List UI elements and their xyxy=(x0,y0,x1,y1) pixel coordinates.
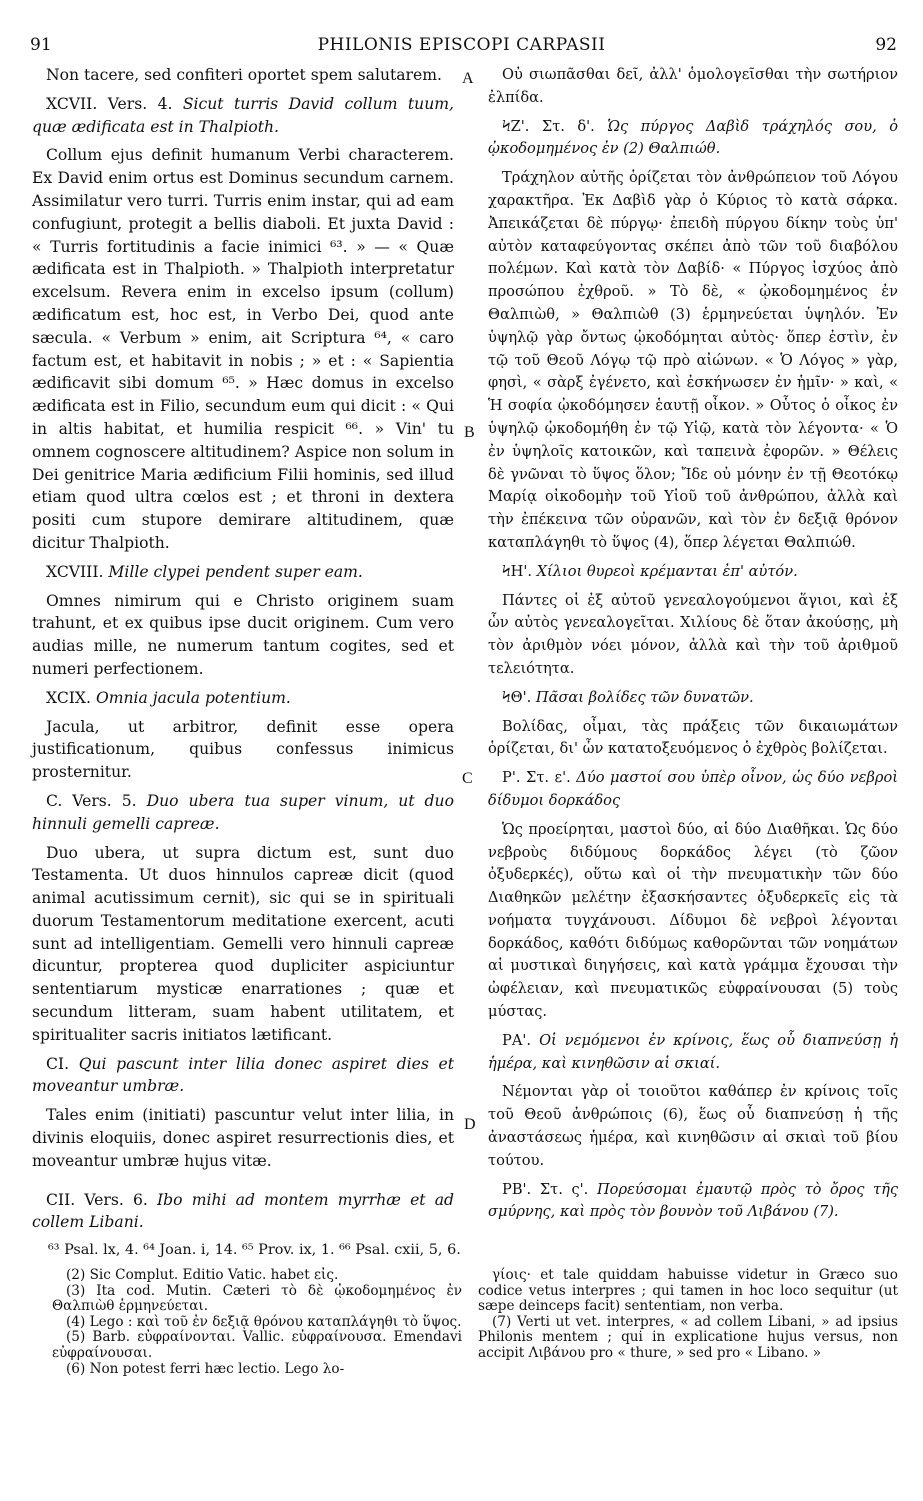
verse-number: CI. xyxy=(46,1054,79,1073)
verse-text: Δύο μαστοί σου ὑπὲρ οἶνον, ὡς δύο νεβροὶ δίδυμοι δορκάδος xyxy=(488,769,898,809)
verse-text: Πᾶσαι βολίδες τῶν δυνατῶν. xyxy=(535,688,754,706)
commentary-paragraph: Tales enim (initiati) pascuntur velut inter lilia, in divinis eloquiis, donec aspiret resurrectionis dies, et moveantur umbræ hujus vitæ. xyxy=(32,1106,454,1170)
footnote: (6) Non potest ferri hæc lectio. Lego λο- xyxy=(66,1360,345,1377)
verse-heading xyxy=(32,790,454,836)
verse-heading xyxy=(32,93,454,139)
commentary-paragraph: Non tacere, sed confiteri oportet spem salutarem. xyxy=(46,66,442,84)
commentary-paragraph: Ὡς προείρηται, μαστοὶ δύο, αἱ δύο Διαθῆκαι. Ὡς δύο νεβροὺς διδύμους δορκάδος λέγει (τὸ ζῶον ὀξυδερκές), οὕτω καὶ οἱ τὴν πνευματικὴν τῶν δύο Διαθηκῶν μελέτην ἐξασκήσαντες ὀξυδερκεῖς εἰς τὰ νοήματα τυγχάνουσι. Δίδυμοι δὲ νεβροὶ λέγονται δορκάδος, καθότι διδύμως καθορῶνται τῶν νοημάτων αἱ μυστικαὶ διηγήσεις, καὶ κατὰ γράμμα ἔχουσαι τὴν ὠφέλειαν, καὶ πνευματικῶς εὐφραίνουσαι (5) τοὺς μύστας. xyxy=(488,820,898,1021)
margin-letter-b: B xyxy=(464,424,475,441)
verse-heading xyxy=(488,116,898,162)
commentary-paragraph: Jacula, ut arbitror, definit esse opera justificationum, quibus confessus inimicus prosternitur. xyxy=(32,717,454,782)
commentary-paragraph: Οὐ σιωπᾶσθαι δεῖ, ἀλλ' ὁμολογεῖσθαι τὴν σωτήριον ἐλπίδα. xyxy=(488,66,898,106)
footnotes-left xyxy=(52,1268,462,1377)
verse-number: XCIX. xyxy=(46,688,96,707)
verse-number: CII. Vers. 6. xyxy=(46,1190,158,1209)
verse-text: Ibo mihi ad montem myrrhæ et ad collem Libani. xyxy=(32,1190,454,1232)
commentary-paragraph: Πάντες οἱ ἐξ αὐτοῦ γενεαλογούμενοι ἅγιοι, καὶ ἐξ ὧν αὐτὸς γενεαλογεῖται. Χιλίους δὲ ὅταν ἀκούσῃς, μὴ τὸν ἀριθμὸν νόει μόνον, ἀλλὰ καὶ τὴν τοῦ ἀριθμοῦ τελειότητα. xyxy=(488,591,898,677)
footnote: (4) Lego : καὶ τοῦ ἐν δεξιᾷ θρόνου καταπλάγηθι τὸ ὕψος. xyxy=(66,1313,462,1330)
verse-heading xyxy=(32,1053,454,1099)
verse-text: Οἱ νεμόμενοι ἐν κρίνοις, ἕως οὗ διαπνεύσῃ ἡ ἡμέρα, καὶ κινηθῶσιν αἱ σκιαί. xyxy=(488,1031,899,1072)
commentary-paragraph: Νέμονται γὰρ οἱ τοιοῦτοι καθάπερ ἐν κρίνοις τοῖς τοῦ Θεοῦ ἀνθρώποις (6), ἕως οὗ διαπνεύσῃ ἡ τῆς ἀναστάσεως ἡμέρα, καὶ κινηθῶσιν αἱ σκιαὶ τοῦ βίου τούτου. xyxy=(488,1083,898,1169)
verse-number: C. Vers. 5. xyxy=(46,791,147,810)
verse-heading xyxy=(32,1189,454,1235)
scripture-references: ⁶³ Psal. lx, 4. ⁶⁴ Joan. i, 14. ⁶⁵ Prov. ix, 1. ⁶⁶ Psal. cxii, 5, 6. xyxy=(48,1242,461,1258)
verse-heading xyxy=(488,1179,898,1225)
verse-number: Ρ'. Στ. ε'. xyxy=(502,769,577,787)
page-number-right: 92 xyxy=(875,35,897,55)
footnote: (7) Verti ut vet. interpres, « ad collem Libani, » ad ipsius Philonis mentem ; qui in explicatione hujus versus, non accipit Λιβάνου pro « thure, » sed pro « Libano. » xyxy=(478,1313,898,1361)
latin-column xyxy=(32,64,454,1234)
footnotes-right xyxy=(478,1268,898,1362)
verse-text: Omnia jacula potentium. xyxy=(95,688,291,707)
greek-column xyxy=(488,64,898,1224)
commentary-paragraph: Βολίδας, οἶμαι, τὰς πράξεις τῶν δικαιωμάτων ὁρίζεται, δι' ὧν κατατοξευόμενος ὁ ἐχθρὸς βολίζεται. xyxy=(488,717,898,758)
verse-text: Duo ubera tua super vinum, ut duo hinnuli gemelli capreæ. xyxy=(32,791,454,833)
commentary-paragraph: Duo ubera, ut supra dictum est, sunt duo Testamenta. Ut duos hinnulos capreæ dicit (quod animal acutissimum cernit), sic qui se in spirituali duorum Testamentorum meditatione exercent, acuti sunt ad intelligentiam. Gemelli vero hinnuli capreæ dicuntur, propterea quod dupliciter aspiciuntur sententiarum mysticæ enarrationes ; quæ et secundum litteram, suam habent utilitatem, et spiritualiter sacris initiatos lætificant. xyxy=(32,843,454,1044)
verse-text: Mille clypei pendent super eam. xyxy=(108,562,363,581)
verse-number: ϞΗ'. xyxy=(502,562,537,580)
verse-heading xyxy=(488,687,898,710)
verse-text: Qui pascunt inter lilia donec aspiret dies et moveantur umbræ. xyxy=(32,1054,454,1096)
commentary-paragraph: Omnes nimirum qui e Christo originem suam trahunt, et ex quibus ipse ducit originem. Cum vero audias mille, ne numerum tantum cogites, sed et numeri perfectionem. xyxy=(32,591,454,678)
footnote: (2) Sic Complut. Editio Vatic. habet εἰς. xyxy=(66,1267,339,1283)
verse-heading xyxy=(488,561,898,584)
commentary-paragraph: Collum ejus definit humanum Verbi characterem. Ex David enim ortus est Dominus secundum carnem. Assimilatur vero turri. Turris enim instar, qui ad eam confugiunt, protegit a bellis diaboli. Et juxta David : « Turris fortitudinis a facie inimici ⁶³. » — « Quæ ædificata est in Thalpioth. » Thalpioth interpretatur excelsum. Revera enim in excelso ipsum (collum) ædificatum est, hoc est, in Verbo Dei, quod ante sæcula. « Verbum » enim, ait Scriptura ⁶⁴, « caro factum est, et habitavit in nobis ; » et : « Sapientia ædificavit sibi domum ⁶⁵. » Hæc domus in excelso ædificata est in Filio, secundum eum qui dicit : « Qui in altis habitat, et humilia respicit ⁶⁶. » Vin' tu omnem cognoscere altitudinem? Aspice non solum in Dei genitrice Maria ædificium Filii hominis, sed illud etiam quod ultra cœlos est ; et throni in dextera positi cum stupore demirare altitudinem, quæ dicitur Thalpioth. xyxy=(32,146,454,552)
verse-text: Χίλιοι θυρεοὶ κρέμανται ἐπ' αὐτόν. xyxy=(536,562,798,580)
margin-letter-a: A xyxy=(462,70,474,87)
verse-text: Sicut turris David collum tuum, quæ ædificata est in Thalpioth. xyxy=(32,94,454,136)
verse-heading xyxy=(488,767,898,813)
verse-number: XCVII. Vers. 4. xyxy=(46,94,183,113)
running-title: PHILONIS EPISCOPI CARPASII xyxy=(317,35,606,55)
footnote: γίοις· et tale quiddam habuisse videtur in Græco suo codice vetus interpres ; qui tamen in hoc loco sequitur (ut sæpe deinceps facit) sententiam, non verba. xyxy=(478,1267,898,1315)
verse-heading xyxy=(32,687,454,710)
margin-letter-c: C xyxy=(462,770,473,787)
verse-text: Πορεύσομαι ἐμαυτῷ πρὸς τὸ ὄρος τῆς σμύρνης, καὶ πρὸς τὸν βουνὸν τοῦ Λιβάνου (7). xyxy=(488,1180,899,1221)
page-number-left: 91 xyxy=(30,35,52,55)
verse-text: Ὡς πύργος Δαβὶδ τράχηλός σου, ὁ ᾠκοδομημένος ἐν (2) Θαλπιώθ. xyxy=(488,117,898,158)
footnote: (5) Barb. εὐφραίνονται. Vallic. εὐφραίνουσα. Emendavi εὐφραίνουσαι. xyxy=(52,1329,462,1361)
verse-number: ϞΖ'. Στ. δ'. xyxy=(502,117,608,135)
verse-number: XCVIII. xyxy=(46,562,109,581)
verse-number: ϞΘ'. xyxy=(502,688,536,706)
margin-letter-d: D xyxy=(464,1116,476,1133)
verse-number: ΡΒ'. Στ. ς'. xyxy=(502,1180,597,1198)
commentary-paragraph: Τράχηλον αὐτῆς ὁρίζεται τὸν ἀνθρώπειον τοῦ Λόγου χαρακτῆρα. Ἐκ Δαβὶδ γὰρ ὁ Κύριος τὸ κατὰ σάρκα. Ἀπεικάζεται δὲ πύργῳ· ἐπειδὴ πύργου δίκην τοὺς ὑπ' αὐτὸν καταφεύγοντας σκέπει ἀπὸ τῶν τοῦ διαβόλου πολέμων. Καὶ κατὰ τὸν Δαβίδ· « Πύργος ἰσχύος ἀπὸ προσώπου ἐχθροῦ. » Τὸ δὲ, « ᾠκοδομημένος ἐν Θαλπιὼθ, » Θαλπιὼθ (3) ἑρμηνεύεται ὑψηλόν. Ἐν ὑψηλῷ γὰρ ὄντως ᾠκοδόμηται αὐτὸς· ὅπερ ἐστὶν, ἐν τῷ τοῦ Θεοῦ Λόγῳ τῷ πρὸ αἰώνων. « Ὁ Λόγος » γὰρ, φησὶ, « σὰρξ ἐγένετο, καὶ ἐσκήνωσεν ἐν ἡμῖν· » καὶ, « Ἡ σοφία ᾠκοδόμησεν ἑαυτῇ οἶκον. » Οὗτος ὁ οἶκος ἐν ὑψηλῷ ᾠκοδομήθη ἐν τῷ Υἱῷ, κατὰ τὸν λέγοντα· « Ὁ ἐν ὑψηλοῖς κατοικῶν, καὶ ταπεινὰ ἐφορῶν. » Θέλεις δὲ γνῶναι τὸ ὕψος ὅλον; Ἴδε οὐ μόνην ἐν τῇ Θεοτόκῳ Μαρίᾳ οἰκοδομὴν τοῦ Υἱοῦ τοῦ ἀνθρώπου, ἀλλὰ καὶ τὴν ἐπέκεινα τῶν οὐρανῶν, καὶ τὸν ἐν δεξιᾷ θρόνον καταπλάγηθι τὸ ὕψος (4), ὅπερ λέγεται Θαλπιώθ. xyxy=(488,169,898,551)
verse-number: ΡΑ'. xyxy=(502,1031,540,1049)
verse-heading xyxy=(32,561,454,584)
footnote: (3) Ita cod. Mutin. Cæteri τὸ δὲ ᾠκοδομημένος ἐν Θαλπιὼθ ἑρμηνεύεται. xyxy=(52,1282,462,1315)
verse-heading xyxy=(488,1030,898,1076)
